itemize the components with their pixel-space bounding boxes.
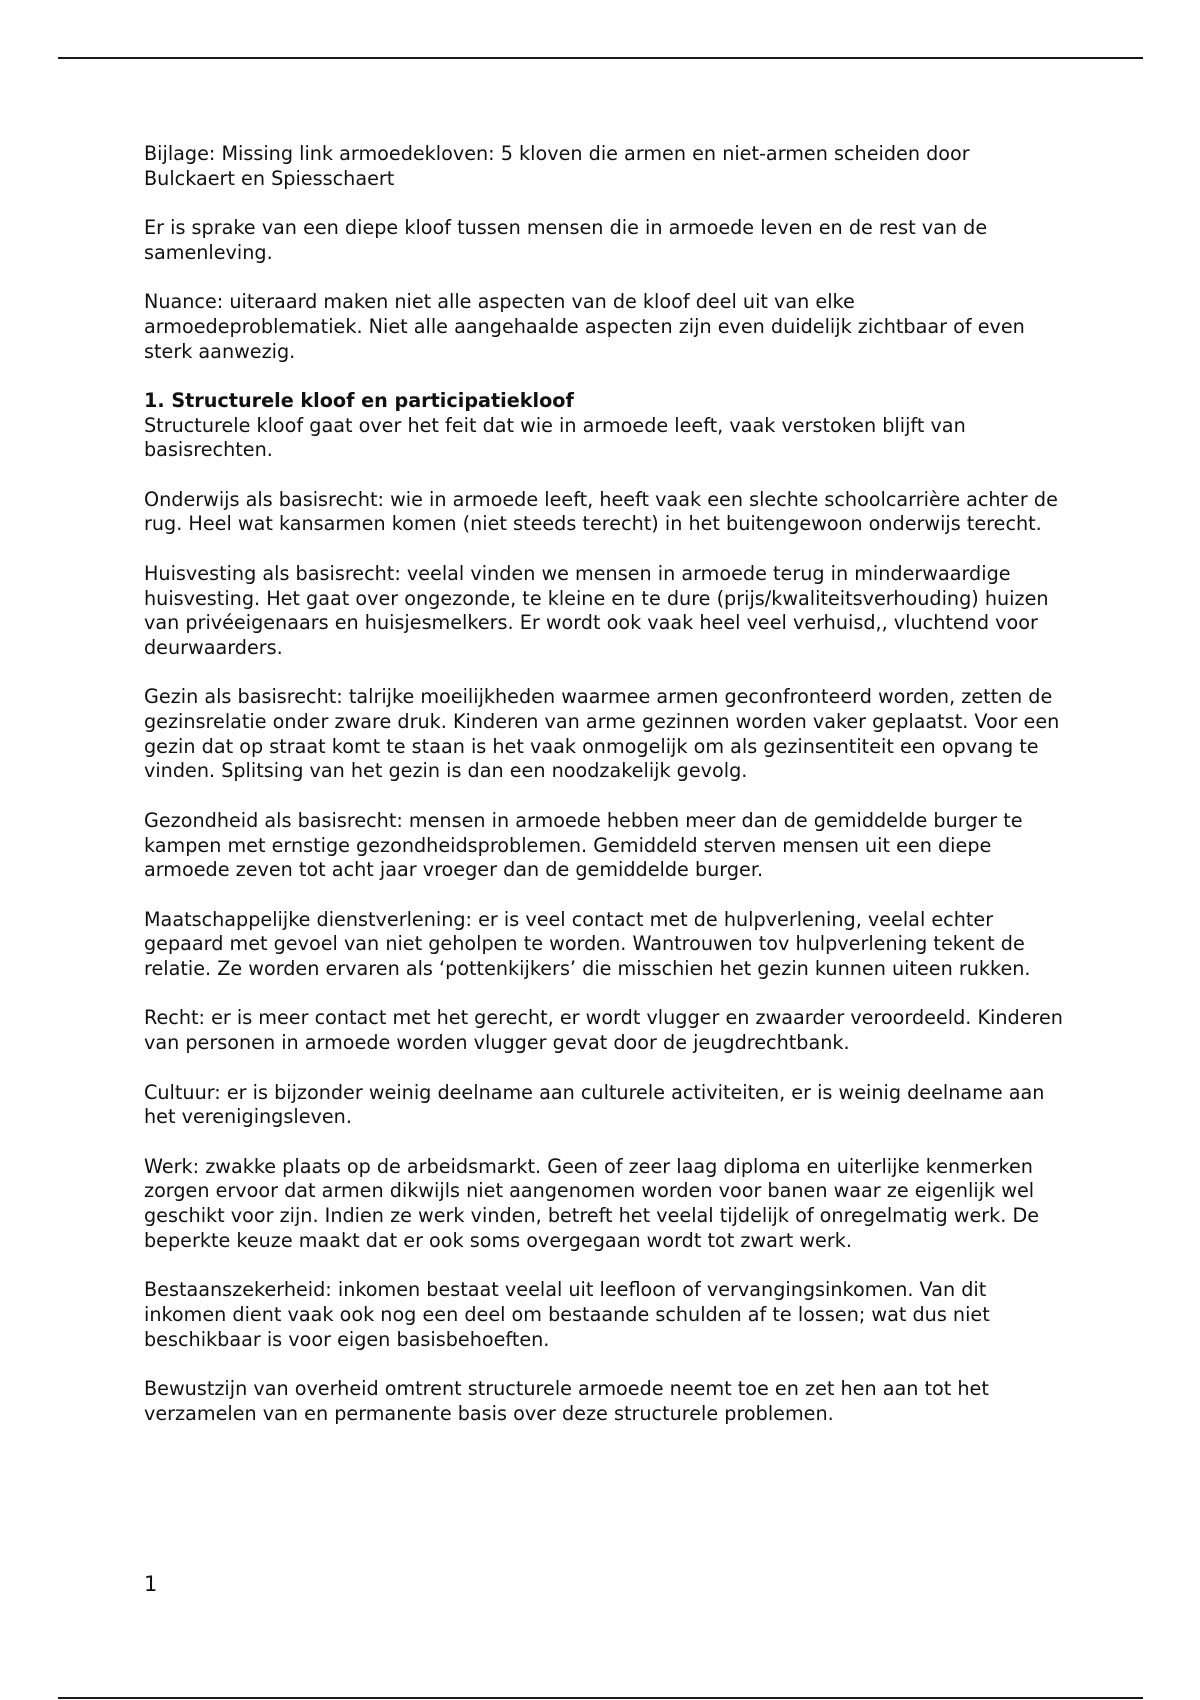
appendix-title: Bijlage: Missing link armoedekloven: 5 kloven die armen en niet-armen scheiden door Bulckaert en Spiesschaert — [144, 142, 970, 190]
paragraph-dienstverlening: Maatschappelijke dienstverlening: er is veel contact met de hulpverlening, veelal echter gepaard met gevoel van niet geholpen te worden. Wantrouwen tov hulpverlening tekent de relatie. Ze worden ervaren als ‘pottenkijkers’ die misschien het gezin kunnen uiteen rukken. — [144, 907, 1031, 981]
paragraph-werk: Werk: zwakke plaats op de arbeidsmarkt. Geen of zeer laag diploma en uiterlijke kenmerken zorgen ervoor dat armen dikwijls niet aangenomen worden voor banen waar ze eigenlijk wel geschikt voor zijn. Indien ze werk vinden, betreft het veelal tijdelijk of onregelmatig werk. De beperkte keuze maakt dat er ook soms overgegaan wordt tot zwart werk. — [144, 1154, 1040, 1252]
paragraph-cultuur: Cultuur: er is bijzonder weinig deelname aan culturele activiteiten, er is weinig deelname aan het verenigingsleven. — [144, 1080, 1045, 1129]
section-1 — [144, 389, 1064, 463]
document-body — [144, 142, 1064, 1451]
section-intro: Structurele kloof gaat over het feit dat wie in armoede leeft, vaak verstoken blijft van basisrechten. — [144, 413, 966, 462]
paragraph-recht: Recht: er is meer contact met het gerecht, er wordt vlugger en zwaarder veroordeeld. Kinderen van personen in armoede worden vlugger gevat door de jeugdrechtbank. — [144, 1006, 1063, 1055]
header-rule — [58, 57, 1143, 59]
page-number: 1 — [144, 1572, 158, 1596]
paragraph-bestaanszekerheid: Bestaanszekerheid: inkomen bestaat veelal uit leefloon of vervangingsinkomen. Van dit inkomen dient vaak ook nog een deel om bestaande schulden af te lossen; wat dus niet beschikbaar is voor eigen basisbehoeften. — [144, 1278, 990, 1351]
paragraph-gezin: Gezin als basisrecht: talrijke moeilijkheden waarmee armen geconfronteerd worden, zetten de gezinsrelatie onder zware druk. Kinderen van arme gezinnen worden vaker geplaatst. Voor een gezin dat op straat komt te staan is het vaak onmogelijk om als gezinsentiteit een opvang te vinden. Splitsing van het gezin is dan een noodzakelijk gevolg. — [144, 685, 1060, 783]
paragraph-gezondheid: Gezondheid als basisrecht: mensen in armoede hebben meer dan de gemiddelde burger te kampen met ernstige gezondheidsproblemen. Gemiddeld sterven mensen uit een diepe armoede zeven tot acht jaar vroeger dan de gemiddelde burger. — [144, 808, 1023, 882]
paragraph-huisvesting: Huisvesting als basisrecht: veelal vinden we mensen in armoede terug in minderwaardige huisvesting. Het gaat over ongezonde, te kleine en te dure (prijs/kwaliteitsverhouding) huizen van privéeigenaars en huisjesmelkers. Er wordt ook vaak heel veel verhuisd,, vluchtend voor deurwaarders. — [144, 561, 1049, 659]
paragraph-bewustzijn: Bewustzijn van overheid omtrent structurele armoede neemt toe en zet hen aan tot het verzamelen van en permanente basis over deze structurele problemen. — [144, 1376, 989, 1425]
nuance-paragraph: Nuance: uiteraard maken niet alle aspecten van de kloof deel uit van elke armoedeproblematiek. Niet alle aangehaalde aspecten zijn even duidelijk zichtbaar of even sterk aanwezig. — [144, 290, 1025, 363]
footer-rule — [58, 1697, 1143, 1699]
paragraph-onderwijs: Onderwijs als basisrecht: wie in armoede leeft, heeft vaak een slechte schoolcarrière achter de rug. Heel wat kansarmen komen (niet steeds terecht) in het buitengewoon onderwijs terecht. — [144, 487, 1058, 536]
intro-paragraph: Er is sprake van een diepe kloof tussen mensen die in armoede leven en de rest van de samenleving. — [144, 216, 988, 264]
section-heading: 1. Structurele kloof en participatiekloof — [144, 388, 574, 412]
